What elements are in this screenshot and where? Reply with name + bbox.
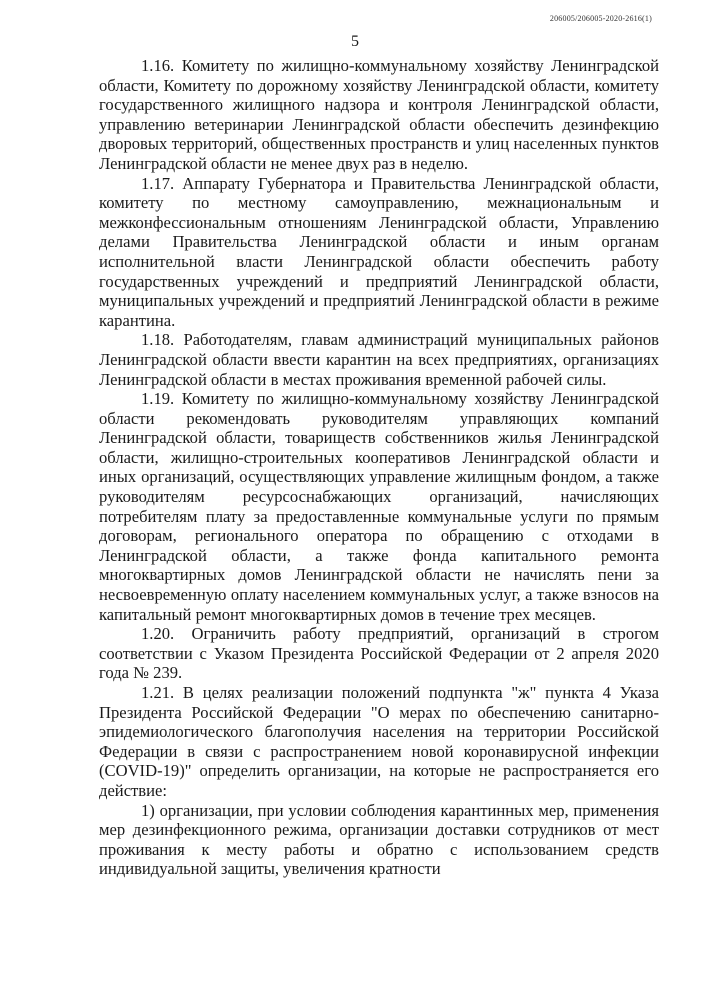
- paragraph-1-17: 1.17. Аппарату Губернатора и Правительства Ленинградской области, комитету по местному самоуправлению, межнациональным и межконфессиональным отношениям Ленинградской области, Управлению делами Правительства Ленинградской области и иным органам исполнительной власти Ленинградской области обеспечить работу государственных учреждений и предприятий Ленинградской области, муниципальных учреждений и предприятий Ленинградской области в режиме карантина.: [99, 173, 659, 330]
- paragraph-1-19: 1.19. Комитету по жилищно-коммунальному хозяйству Ленинградской области рекомендовать руководителям управляющих компаний Ленинградской области, товариществ собственников жилья Ленинградской области, жилищно-строительных кооперативов Ленинградской области и иных организаций, осуществляющих управление жилищным фондом, а также руководителям ресурсоснабжающих организаций, начисляющих потребителям плату за предоставленные коммунальные услуги по прямым договорам, регионального оператора по обращению с отходами в Ленинградской области, а также фонда капитального ремонта многоквартирных домов Ленинградской области не начислять пени за несвоевременную оплату населением коммунальных услуг, а также взносов на капитальный ремонт многоквартирных домов в течение трех месяцев.: [99, 389, 659, 624]
- document-number: 206005/206005-2020-2616(1): [549, 14, 652, 23]
- page-number: 5: [351, 33, 359, 50]
- paragraph-1-21-item-1: 1) организации, при условии соблюдения карантинных мер, применения мер дезинфекционного режима, организации доставки сотрудников от мест проживания к месту работы и обратно с использованием средств индивидуальной защиты, увеличения кратности: [99, 800, 659, 879]
- document-body: [99, 56, 659, 879]
- paragraph-1-20: 1.20. Ограничить работу предприятий, организаций в строгом соответствии с Указом Президента Российской Федерации от 2 апреля 2020 года № 239.: [99, 624, 659, 683]
- paragraph-1-18: 1.18. Работодателям, главам администраций муниципальных районов Ленинградской области ввести карантин на всех предприятиях, организациях Ленинградской области в местах проживания временной рабочей силы.: [99, 330, 659, 389]
- paragraph-1-16: 1.16. Комитету по жилищно-коммунальному хозяйству Ленинградской области, Комитету по дорожному хозяйству Ленинградской области, комитету государственного жилищного надзора и контроля Ленинградской области, управлению ветеринарии Ленинградской области обеспечить дезинфекцию дворовых территорий, общественных пространств и улиц населенных пунктов Ленинградской области не менее двух раз в неделю.: [99, 56, 659, 173]
- paragraph-1-21: 1.21. В целях реализации положений подпункта "ж" пункта 4 Указа Президента Российской Федерации "О мерах по обеспечению санитарно-эпидемиологического благополучия населения на территории Российской Федерации в связи с распространением новой коронавирусной инфекции (COVID-19)" определить организации, на которые не распространяется его действие:: [99, 683, 659, 800]
